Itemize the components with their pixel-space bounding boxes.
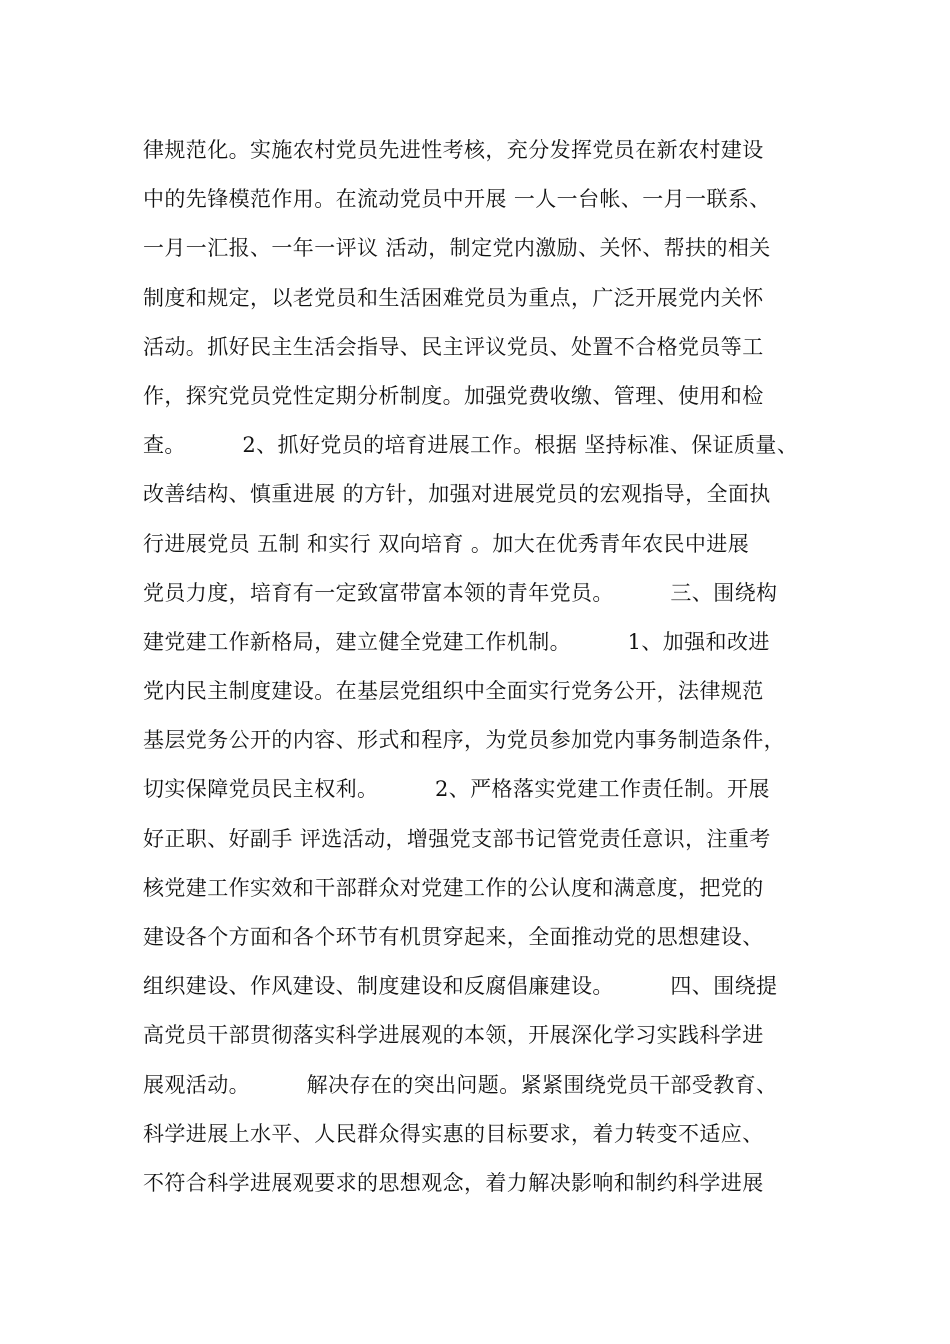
text-line: 基层党务公开的内容、形式和程序，为党员参加党内事务制造条件，: [143, 728, 785, 753]
text-line: 作，探究党员党性定期分析制度。加强党费收缴、管理、使用和检: [143, 383, 764, 408]
text-line: 展观活动。 解决存在的突出问题。紧紧围绕党员干部受教育、: [143, 1072, 778, 1097]
text-line: 建设各个方面和各个环节有机贯穿起来，全面推动党的思想建设、: [143, 925, 764, 949]
text-line: 建党建工作新格局，建立健全党建工作机制。 1、加强和改进: [143, 629, 770, 654]
text-line: 切实保障党员民主权利。 2、严格落实党建工作责任制。开展: [143, 777, 770, 802]
text-line: 不符合科学进展观要求的思想观念，着力解决影响和制约科学进展: [143, 1170, 764, 1195]
text-line: 改善结构、慎重进展 的方针，加强对进展党员的宏观指导，全面执: [143, 482, 771, 507]
text-line: 一月一汇报、一年一评议 活动，制定党内激励、关怀、帮扶的相关: [143, 236, 771, 261]
body-text: [143, 126, 823, 1208]
text-line: 行进展党员 五制 和实行 双向培育 。加大在优秀青年农民中进展: [143, 531, 750, 556]
text-line: 高党员干部贯彻落实科学进展观的本领，开展深化学习实践科学进: [143, 1023, 764, 1048]
text-line: 核党建工作实效和干部群众对党建工作的公认度和满意度，把党的: [143, 875, 764, 900]
text-line: 科学进展上水平、人民群众得实惠的目标要求，着力转变不适应、: [143, 1121, 764, 1146]
text-line: 好正职、好副手 评选活动，增强党支部书记管党责任意识，注重考: [143, 826, 771, 851]
text-line: 中的先锋模范作用。在流动党员中开展 一人一台帐、一月一联系、: [143, 187, 771, 212]
text-line: 党内民主制度建设。在基层党组织中全面实行党务公开，法律规范: [143, 679, 764, 704]
text-line: 党员力度，培育有一定致富带富本领的青年党员。 三、围绕构: [143, 580, 778, 605]
text-line: 查。 2、抓好党员的培育进展工作。根据 坚持标准、保证质量、: [143, 433, 799, 458]
text-line: 组织建设、作风建设、制度建设和反腐倡廉建设。 四、围绕提: [143, 974, 778, 999]
text-line: 制度和规定，以老党员和生活困难党员为重点，广泛开展党内关怀: [143, 285, 764, 310]
text-line: 活动。抓好民主生活会指导、民主评议党员、处置不合格党员等工: [143, 334, 764, 359]
text-line: 律规范化。实施农村党员先进性考核，充分发挥党员在新农村建设: [143, 138, 764, 162]
